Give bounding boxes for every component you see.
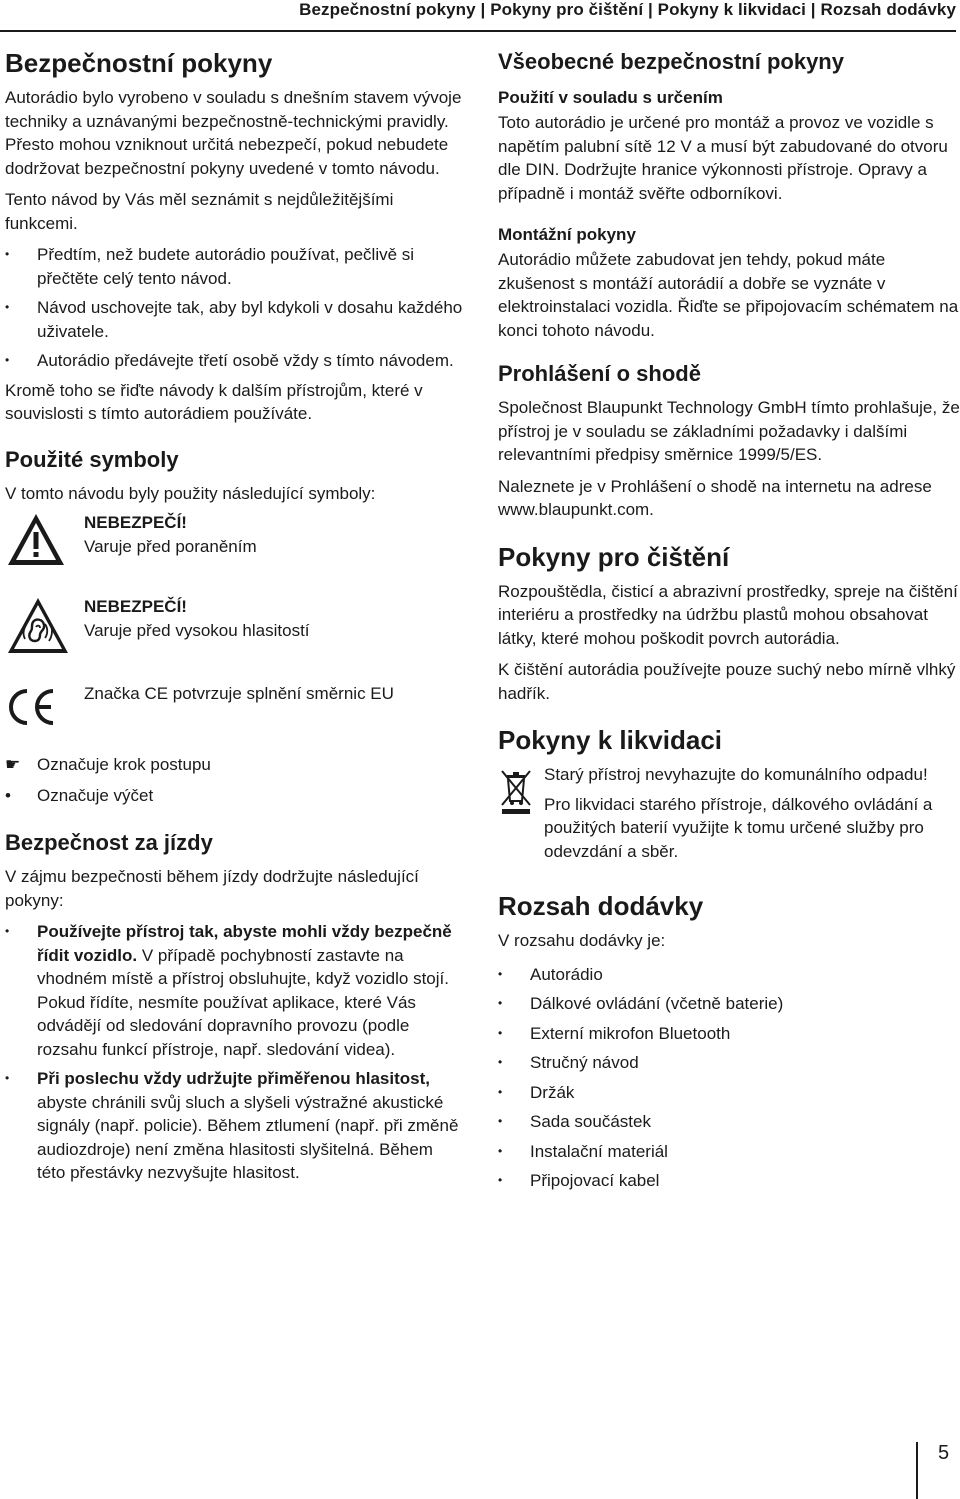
marker-list: [5, 784, 465, 807]
list-item: • Instalační materiál: [498, 1140, 960, 1164]
list-item: • Dálkové ovládání (včetně baterie): [498, 992, 960, 1016]
delivery-list: [498, 963, 960, 1193]
left-column: [5, 48, 465, 1191]
list-item: [5, 920, 465, 1061]
list-item: [5, 1067, 465, 1185]
delivery-title: Rozsah dodávky: [498, 891, 704, 921]
list-item: • Předtím, než budete autorádio používat, pečlivě si přečtěte celý tento návod.: [5, 243, 465, 290]
symbol-ce: [5, 679, 465, 753]
cleaning-text: K čištění autorádia používejte pouze suchý nebo mírně vlhký hadřík.: [498, 660, 956, 703]
symbol-volume: [5, 595, 465, 679]
symbol-description: Varuje před poraněním: [84, 537, 257, 556]
header-breadcrumb: Bezpečnostní pokyny | Pokyny pro čištění | Pokyny k likvidaci | Rozsah dodávky: [299, 0, 956, 19]
safety-intro: Autorádio bylo vyrobeno v souladu s dnešním stavem vývoje techniky a uznávanými bezpečnostně-technickými pravidly. Přesto mohou vzniknout určitá nebezpečí, pokud nebudete dodržovat bezpečnostní pokyny uvedené v tomto návodu.: [5, 88, 462, 178]
disposal-block: [498, 763, 960, 863]
list-item-bold: Při poslechu vždy udržujte přiměřenou hlasitost,: [37, 1069, 430, 1088]
safety-title: Bezpečnostní pokyny: [5, 48, 273, 78]
marker-text: Označuje krok postupu: [37, 755, 211, 774]
marker-step: [5, 753, 465, 776]
warning-triangle-icon: [5, 511, 67, 574]
list-item-bold: Používejte přístroj tak, abyste mohli vždy bezpečně řídit vozidlo.: [37, 922, 452, 965]
list-item: • Stručný návod: [498, 1051, 960, 1075]
driving-list: [5, 920, 465, 1185]
general-title: Všeobecné bezpečnostní pokyny: [498, 49, 844, 74]
list-item: • Návod uschovejte tak, aby byl kdykoli v dosahu každého uživatele.: [5, 296, 465, 343]
safety-paragraph: Tento návod by Vás měl seznámit s nejdůležitějšími funkcemi.: [5, 190, 394, 233]
list-item: • Držák: [498, 1081, 960, 1105]
symbol-danger: [5, 511, 465, 595]
crossed-bin-icon: [498, 767, 534, 820]
intended-text: Toto autorádio je určené pro montáž a provoz ve vozidle s napětím palubní sítě 12 V a musí být zabudované do otvoru dle DIN. Dodržujte hranice výkonnosti přístroje. Opravy a případně i montáž svěřte odborníkovi.: [498, 113, 948, 203]
ce-mark-icon: [5, 687, 59, 732]
symbol-title: NEBEZPEČÍ!: [84, 513, 187, 532]
disposal-text: Starý přístroj nevyhazujte do komunálního odpadu!: [544, 765, 928, 784]
cleaning-text: Rozpouštědla, čisticí a abrazivní prostředky, spreje na čištění interiéru a prostředky na údržbu plastů mohou obsahovat látky, které mohou poškodit povrch autorádia.: [498, 581, 958, 648]
symbol-description: Značka CE potvrzuje splnění směrnic EU: [84, 684, 394, 703]
driving-title: Bezpečnost za jízdy: [5, 830, 213, 855]
mount-title: Montážní pokyny: [498, 225, 636, 244]
disposal-text: Pro likvidaci starého přístroje, dálkového ovládání a použitých baterií využijte k tomu určené služby pro odevzdání a sběr.: [544, 794, 933, 861]
running-header: [0, 0, 956, 32]
bullet-icon: •: [5, 786, 11, 805]
disposal-title: Pokyny k likvidaci: [498, 725, 723, 755]
marker-text: Označuje výčet: [37, 786, 154, 805]
mount-text: Autorádio můžete zabudovat jen tehdy, pokud máte zkušenost s montáží autorádií a dobře se vyznáte v elektroinstalaci vozidla. Řiďte se připojovacím schématem na konci tohoto návodu.: [498, 250, 959, 340]
conformity-text: Naleznete je v Prohlášení o shodě na internetu na adrese www.blaupunkt.com.: [498, 476, 932, 519]
hearing-warning-icon: [5, 595, 71, 662]
list-item: • Externí mikrofon Bluetooth: [498, 1022, 960, 1046]
symbols-intro: V tomto návodu byly použity následující symboly:: [5, 483, 376, 503]
list-item: • Sada součástek: [498, 1110, 960, 1134]
symbols-title: Použité symboly: [5, 446, 179, 472]
conformity-title: Prohlášení o shodě: [498, 361, 701, 386]
right-column: [498, 48, 960, 1199]
delivery-intro: V rozsahu dodávky je:: [498, 931, 666, 950]
cleaning-title: Pokyny pro čištění: [498, 541, 730, 572]
pointing-hand-icon: ☛: [5, 755, 21, 774]
footer-divider: [916, 1442, 918, 1499]
list-item: • Autorádio předávejte třetí osobě vždy s tímto návodem.: [5, 349, 465, 373]
list-item-text: V případě pochybností zastavte na vhodném místě a přístroj obsluhujte, když vozidlo stojí. Pokud řídíte, nesmíte používat aplikace, které Vás odvádějí od sledování dopravního provozu (podle rozsahu funkcí přístroje, např. sledování videa).: [37, 945, 449, 1059]
symbol-title: NEBEZPEČÍ!: [84, 597, 187, 616]
page-number: 5: [938, 1442, 950, 1464]
safety-list: [5, 243, 465, 373]
list-item-text: abyste chránili svůj sluch a slyšeli výstražné akustické signály (např. policie). Během ztlumení (např. při změně audiozdroje) není změna hlasitosti slyšitelná. Během této přestávky nezvyšujte hlasitost.: [37, 1092, 459, 1182]
page-footer: [898, 1442, 960, 1499]
conformity-text: Společnost Blaupunkt Technology GmbH tímto prohlašuje, že přístroj je v souladu se základními požadavky i dalšími relevantními předpisy směrnice 1999/5/ES.: [498, 398, 960, 464]
driving-intro: V zájmu bezpečnosti během jízdy dodržujte následující pokyny:: [5, 867, 419, 910]
list-item: • Připojovací kabel: [498, 1169, 960, 1193]
safety-paragraph: Kromě toho se řiďte návody k dalším přístrojům, které v souvislosti s tímto autorádiem používáte.: [5, 380, 423, 423]
intended-title: Použití v souladu s určením: [498, 88, 723, 107]
list-item: • Autorádio: [498, 963, 960, 987]
symbol-description: Varuje před vysokou hlasitostí: [84, 621, 310, 640]
